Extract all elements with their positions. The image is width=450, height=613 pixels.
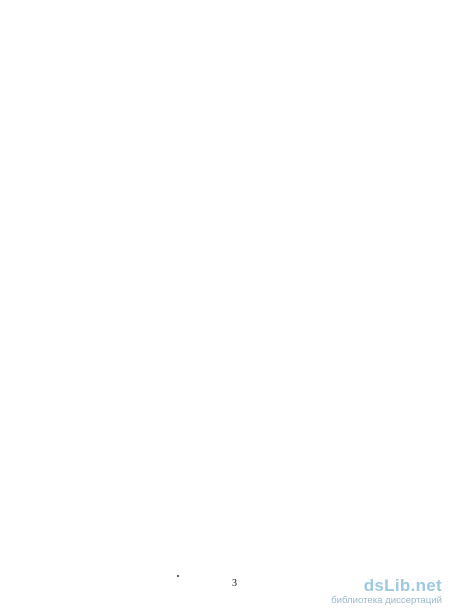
page-number: 3 — [232, 578, 237, 589]
watermark-logo: dsLib.net — [363, 576, 442, 595]
watermark-subtitle: библиотека диссертаций — [331, 595, 442, 606]
scan-speck — [177, 575, 179, 577]
watermark — [331, 577, 442, 607]
